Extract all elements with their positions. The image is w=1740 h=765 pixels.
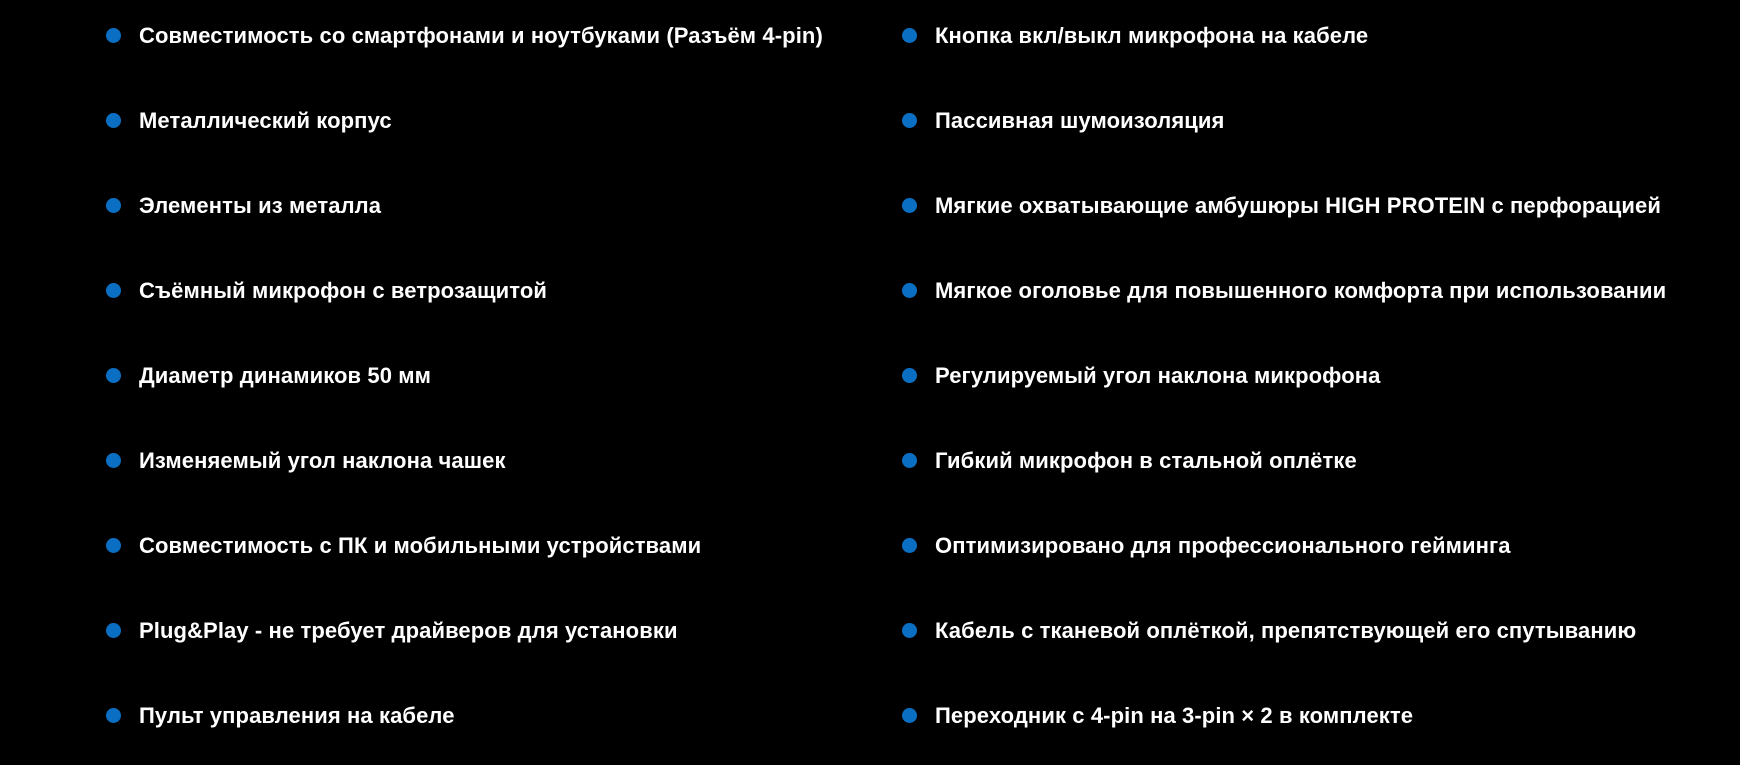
feature-item — [106, 170, 866, 255]
bullet-dot-icon — [902, 198, 917, 213]
bullet-dot-icon — [106, 708, 121, 723]
feature-column-left — [106, 0, 866, 765]
feature-item — [902, 595, 1722, 680]
bullet-dot-icon — [106, 368, 121, 383]
feature-label: Кабель с тканевой оплёткой, препятствующей его спутыванию — [935, 618, 1637, 643]
bullet-dot-icon — [106, 283, 121, 298]
feature-item — [106, 510, 866, 595]
feature-item — [902, 425, 1722, 510]
feature-label: Металлический корпус — [139, 108, 392, 133]
feature-item — [902, 85, 1722, 170]
bullet-dot-icon — [902, 283, 917, 298]
feature-label: Диаметр динамиков 50 мм — [139, 363, 432, 388]
feature-item — [106, 85, 866, 170]
bullet-dot-icon — [902, 28, 917, 43]
bullet-dot-icon — [902, 368, 917, 383]
feature-item — [106, 680, 866, 765]
feature-item — [106, 340, 866, 425]
feature-label: Изменяемый угол наклона чашек — [139, 448, 506, 473]
feature-label: Гибкий микрофон в стальной оплётке — [935, 448, 1357, 473]
bullet-dot-icon — [106, 28, 121, 43]
feature-label: Съёмный микрофон с ветрозащитой — [139, 278, 548, 303]
bullet-dot-icon — [902, 453, 917, 468]
feature-item — [106, 255, 866, 340]
feature-label: Регулируемый угол наклона микрофона — [935, 363, 1381, 388]
bullet-dot-icon — [106, 453, 121, 468]
feature-item — [902, 680, 1722, 765]
feature-label: Мягкие охватывающие амбушюры HIGH PROTEIN с перфорацией — [935, 193, 1661, 218]
bullet-dot-icon — [106, 623, 121, 638]
bullet-dot-icon — [902, 113, 917, 128]
feature-item — [902, 255, 1722, 340]
feature-label: Пульт управления на кабеле — [139, 703, 455, 728]
feature-item — [902, 170, 1722, 255]
feature-column-right — [902, 0, 1722, 765]
bullet-dot-icon — [106, 538, 121, 553]
feature-label: Оптимизировано для профессионального гейминга — [935, 533, 1511, 558]
feature-label: Мягкое оголовье для повышенного комфорта при использовании — [935, 278, 1667, 303]
feature-item — [902, 0, 1722, 85]
bullet-dot-icon — [106, 113, 121, 128]
feature-label: Пассивная шумоизоляция — [935, 108, 1225, 133]
feature-item — [902, 510, 1722, 595]
feature-item — [106, 425, 866, 510]
feature-label: Совместимость с ПК и мобильными устройствами — [139, 533, 702, 558]
bullet-dot-icon — [902, 538, 917, 553]
feature-label: Переходник с 4-pin на 3-pin × 2 в комплекте — [935, 703, 1414, 728]
feature-item — [106, 0, 866, 85]
feature-item — [902, 340, 1722, 425]
bullet-dot-icon — [106, 198, 121, 213]
feature-item — [106, 595, 866, 680]
bullet-dot-icon — [902, 623, 917, 638]
feature-label: Plug&Play - не требует драйверов для установки — [139, 618, 678, 643]
feature-label: Совместимость со смартфонами и ноутбуками (Разъём 4-pin) — [139, 23, 823, 48]
feature-label: Элементы из металла — [139, 193, 382, 218]
feature-label: Кнопка вкл/выкл микрофона на кабеле — [935, 23, 1369, 48]
bullet-dot-icon — [902, 708, 917, 723]
